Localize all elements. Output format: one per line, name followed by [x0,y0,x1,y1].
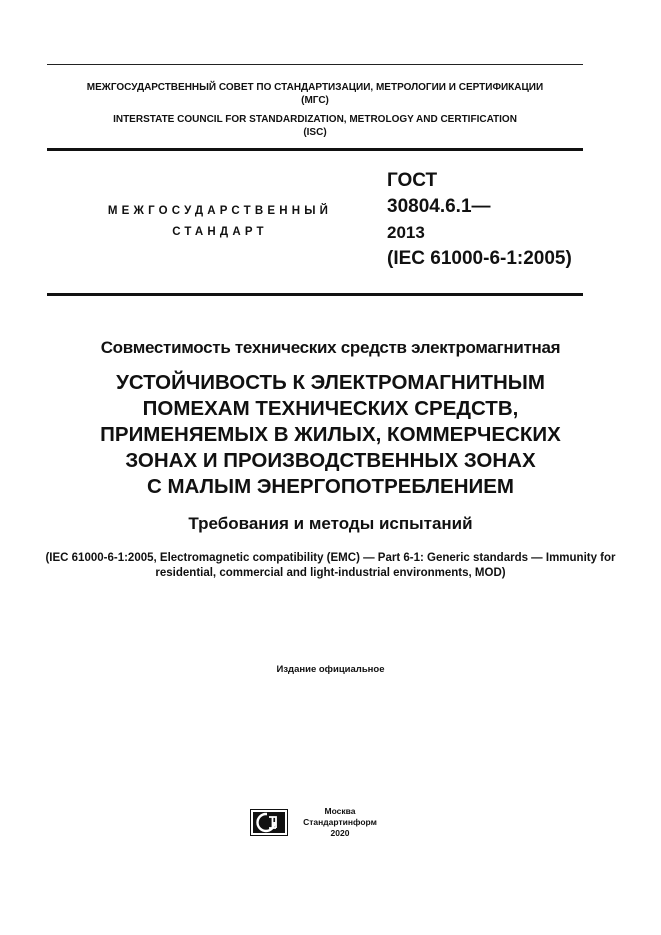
publisher-name: Стандартинформ [303,817,377,827]
standard-label [80,201,360,243]
title-main-line: ЗОНАХ И ПРОИЗВОДСТВЕННЫХ ЗОНАХ [125,449,536,472]
title-main [30,370,631,500]
council-ru: МЕЖГОСУДАРСТВЕННЫЙ СОВЕТ ПО СТАНДАРТИЗАЦИИ, МЕТРОЛОГИИ И СЕРТИФИКАЦИИ [86,82,544,93]
council-en-abbr: (ISC) [303,127,327,138]
title-main-line: ПРИМЕНЯЕМЫХ В ЖИЛЫХ, КОММЕРЧЕСКИХ [100,423,561,446]
iec-reference: (IEC 61000-6-1:2005, Electromagnetic compatibility (EMC) — Part 6-1: Generic standards — Immunity for residential, commercial and light-industrial environments, MOD) [45,552,616,579]
standartinform-logo-icon [250,809,288,836]
council-en: INTERSTATE COUNCIL FOR STANDARDIZATION, METROLOGY AND CERTIFICATION [113,114,517,125]
publisher [296,806,384,839]
title-general: Совместимость технических средств электромагнитная [100,338,561,357]
publisher-year: 2020 [330,828,350,838]
title-subtitle: Требования и методы испытаний [188,514,473,533]
gost-designation [387,168,587,272]
header-divider [47,148,583,151]
title-main-line: ПОМЕХАМ ТЕХНИЧЕСКИХ СРЕДСТВ, [142,397,519,420]
title-main-line: УСТОЙЧИВОСТЬ К ЭЛЕКТРОМАГНИТНЫМ [116,371,545,394]
gost-number: 30804.6.1— [387,196,491,217]
gost-year: 2013 [387,223,425,242]
standard-label-line2: СТАНДАРТ [172,226,268,238]
gost-iec: (IEC 61000-6-1:2005) [387,248,572,269]
council-ru-abbr: (МГС) [301,95,329,106]
title-main-line: С МАЛЫМ ЭНЕРГОПОТРЕБЛЕНИЕМ [146,475,514,498]
designation-divider [47,293,583,296]
gost-word: ГОСТ [387,170,438,191]
standard-label-line1: МЕЖГОСУДАРСТВЕННЫЙ [107,205,333,217]
publisher-city: Москва [324,806,356,816]
council-header [47,81,583,139]
edition-note: Издание официальное [276,664,385,675]
top-rule [47,64,583,65]
